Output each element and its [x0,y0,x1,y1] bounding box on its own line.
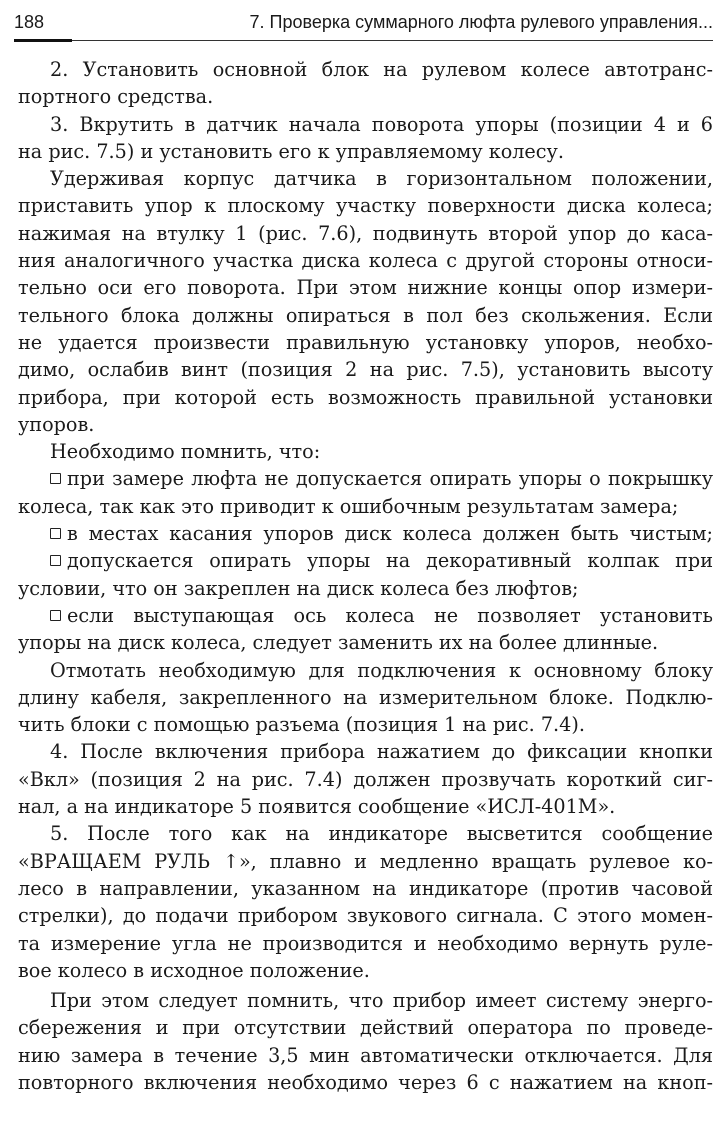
text-line: лесо в направлении, указанном на индикаторе (против часовой [18,876,713,900]
text-line [18,547,713,574]
checkbox-bullet-icon [50,528,61,539]
text-line: стрелки), до подачи прибором звукового сигнала. С этого момен- [18,904,713,928]
paragraph-step-3 [18,111,713,166]
bullet-item [18,602,713,657]
text-line: Удерживая корпус датчика в горизонтальном положении, [50,167,713,191]
bullet-text: в местах касания упоров диск колеса должен быть чистым; [67,522,713,546]
text-line: условии, что он закреплен на диск колеса без люфтов; [18,576,579,600]
text-line [18,520,713,547]
text-line: При этом следует помнить, что прибор имеет систему энерго- [50,989,713,1013]
text-line: колеса, так как это приводит к ошибочным результатам замера; [18,494,679,518]
text-line: ния аналогичного участка диска колеса с другой стороны относи- [18,249,713,273]
paragraph-energy-saving [18,987,713,1096]
text-line: не удается произвести правильную установку упоров, необхо- [18,330,713,354]
text-line: упоров. [18,412,95,436]
body-text [18,56,713,1096]
checkbox-bullet-icon [50,610,61,621]
paragraph-step-2 [18,56,713,111]
page-header [14,8,713,44]
checkbox-bullet-icon [50,473,61,484]
text-line: повторного включения необходимо через 6 с нажатием на кноп- [18,1070,713,1094]
text-line: нию замера в течение 3,5 мин автоматически отключается. Для [18,1043,713,1067]
text-line: Отмотать необходимую для подключения к основному блоку [50,658,713,682]
text-line: Необходимо помнить, что: [50,440,321,464]
header-rule [14,40,713,41]
text-line: нал, а на индикаторе 5 появится сообщение «ИСЛ-401М». [18,795,616,819]
bullet-item [18,520,713,547]
text-line: 4. После включения прибора нажатием до фиксации кнопки [50,740,713,764]
text-line: та измерение угла не производится и необходимо вернуть руле- [18,931,713,955]
paragraph-holding [18,165,713,438]
text-line: сбережения и при отсутствии действий оператора по проведе- [18,1016,713,1040]
text-line: длину кабеля, закрепленного на измерительном блоке. Подклю- [18,685,713,709]
text-line: димо, ослабив винт (позиция 2 на рис. 7.5), установить высоту [18,358,713,382]
paragraph-step-5 [18,820,713,984]
paragraph-remember [18,438,713,465]
text-line: чить блоки с помощью разъема (позиция 1 на рис. 7.4). [18,713,585,737]
text-line: прибора, при которой есть возможность правильной установки [18,385,713,409]
paragraph-step-4 [18,738,713,820]
text-line: «ВРАЩАЕМ РУЛЬ ↑», плавно и медленно вращать рулевое ко- [18,849,713,873]
running-title: 7. Проверка суммарного люфта рулевого управления... [249,12,713,32]
text-line: тельно оси его поворота. При этом нижние концы опор измери- [18,276,713,300]
text-line: упоры на диск колеса, следует заменить их на более длинные. [18,631,659,655]
checkbox-bullet-icon [50,555,61,566]
page-number: 188 [14,12,45,32]
bullet-text: если выступающая ось колеса не позволяет установить [67,603,713,627]
text-line: портного средства. [18,85,214,109]
bullet-text: допускается опирать упоры на декоративный колпак при [67,549,713,573]
text-line: тельного блока должны опираться в пол без скольжения. Если [18,303,713,327]
text-line: 2. Установить основной блок на рулевом колесе автотранс- [50,58,713,81]
text-line: 5. После того как на индикаторе высветится сообщение [50,822,713,846]
bullet-item [18,547,713,602]
text-line: нажимая на втулку 1 (рис. 7.6), подвинуть второй упор до каса- [18,221,713,245]
bullet-item [18,465,713,520]
text-line: приставить упор к плоскому участку поверхности диска колеса; [18,194,713,218]
text-line: на рис. 7.5) и установить его к управляемому колесу. [18,139,564,163]
text-line: 3. Вкрутить в датчик начала поворота упоры (позиции 4 и 6 [50,112,713,136]
text-line: вое колесо в исходное положение. [18,958,370,982]
paragraph-cable [18,657,713,739]
text-line [18,602,713,629]
header-rule-accent [14,39,72,42]
text-line: «Вкл» (позиция 2 на рис. 7.4) должен прозвучать короткий сиг- [18,767,713,791]
text-line [18,465,713,492]
bullet-text: при замере люфта не допускается опирать упоры о покрышку [67,467,713,491]
